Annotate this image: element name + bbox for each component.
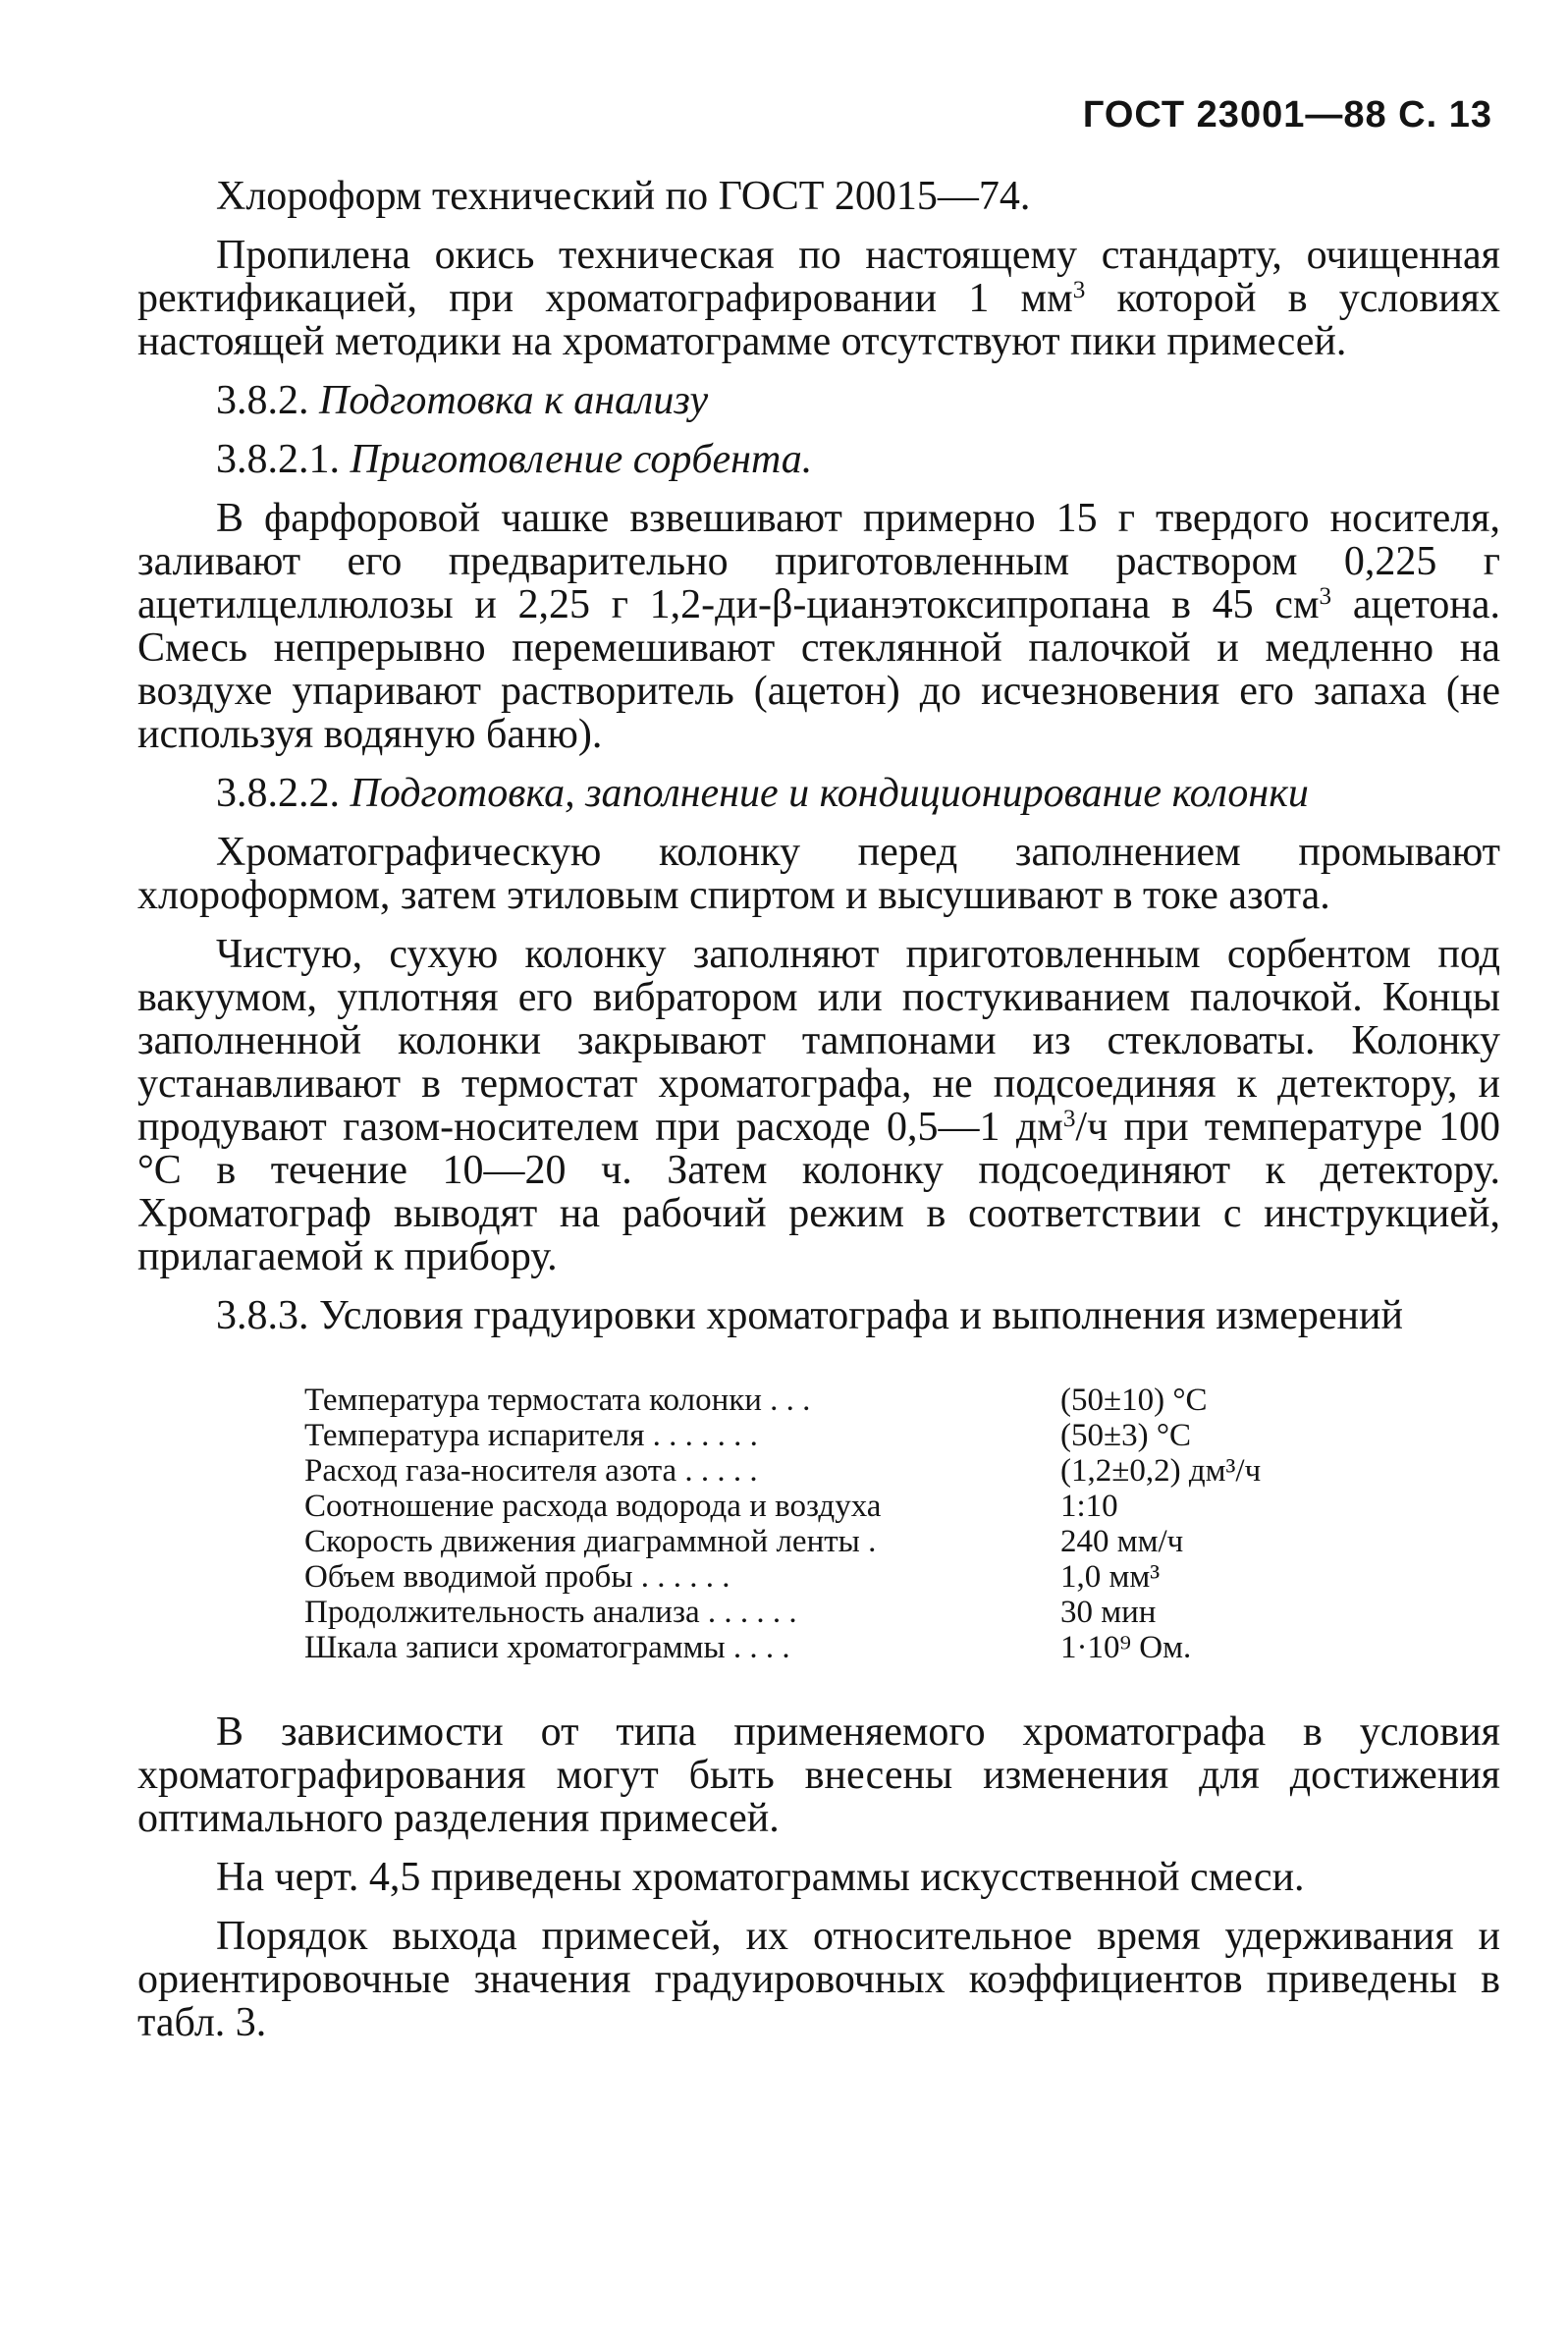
condition-name: Продолжительность анализа . . . . . . [304, 1595, 797, 1630]
page-header: ГОСТ 23001—88 С. 13 [1082, 94, 1492, 136]
paragraph-chromatograph-conditions: В зависимости от типа применяемого хроматографа в условия хроматографирования могут быть внесены изменения для достижения оптимального разделения примесей. [137, 1709, 1500, 1841]
condition-value: 1:10 [1060, 1489, 1118, 1524]
paragraph-column-washing: Хроматографическую колонку перед заполнением промывают хлороформом, затем этиловым спиртом и высушивают в токе азота. [137, 830, 1500, 918]
document-body [137, 175, 1500, 2044]
condition-row [304, 1559, 1500, 1595]
condition-row [304, 1489, 1500, 1524]
condition-value: 240 мм/ч [1060, 1524, 1184, 1559]
section-3-8-2-2: 3.8.2.2. Подготовка, заполнение и кондиционирование колонки [216, 771, 1309, 816]
condition-name: Расход газа-носителя азота . . . . . [304, 1453, 758, 1489]
condition-value: (1,2±0,2) дм³/ч [1060, 1453, 1262, 1489]
condition-row [304, 1524, 1500, 1559]
paragraph-chromatograms-reference: На черт. 4,5 приведены хроматограммы искусственной смеси. [216, 1855, 1305, 1900]
condition-name: Соотношение расхода водорода и воздуха [304, 1489, 882, 1524]
conditions-list [304, 1383, 1500, 1665]
condition-name: Скорость движения диаграммной ленты . [304, 1524, 877, 1559]
paragraph-sorbent-preparation: В фарфоровой чашке взвешивают примерно 15 г твердого носителя, заливают его предварительно приготовленным раствором 0,225 г ацетилцеллюлозы и 2,25 г 1,2-ди-β-цианэтоксипропана в 45 $см^3$ ацетона. Смесь непрерывно перемешивают стеклянной палочкой и медленно на воздухе упаривают растворитель (ацетон) до исчезновения его запаха (не используя водяную баню). [137, 496, 1500, 757]
paragraph-propylene-oxide: Пропилена окись техническая по настоящему стандарту, очищенная ректификацией, при хроматографировании 1 $мм^3$ которой в условиях настоящей методики на хроматограмме отсутствуют пики примесей. [137, 233, 1500, 364]
condition-value: 1·10⁹ Ом. [1060, 1630, 1192, 1665]
condition-row [304, 1418, 1500, 1453]
condition-value: (50±10) °С [1060, 1383, 1208, 1418]
condition-value: (50±3) °С [1060, 1418, 1192, 1453]
section-3-8-3: 3.8.3. Условия градуировки хроматографа и выполнения измерений [216, 1293, 1403, 1338]
section-3-8-2-1: 3.8.2.1. Приготовление сорбента. [216, 437, 813, 482]
condition-row [304, 1383, 1500, 1418]
condition-row [304, 1453, 1500, 1489]
condition-row [304, 1630, 1500, 1665]
paragraph-chloroform: Хлороформ технический по ГОСТ 20015—74. [216, 174, 1031, 219]
condition-name: Объем вводимой пробы . . . . . . [304, 1559, 730, 1595]
condition-value: 1,0 мм³ [1060, 1559, 1161, 1595]
paragraph-column-filling: Чистую, сухую колонку заполняют приготовленным сорбентом под вакуумом, уплотняя его вибратором или постукиванием палочкой. Концы заполненной колонки закрывают тампонами из стекловаты. Колонку устанавливают в термостат хроматографа, не подсоединяя к детектору, и продувают газом-носителем при расходе 0,5—1 $дм^3/ч$ при температуре 100 °С в течение 10—20 ч. Затем колонку подсоединяют к детектору. Хроматограф выводят на рабочий режим в соответствии с инструкцией, прилагаемой к прибору. [137, 932, 1501, 1279]
condition-value: 30 мин [1060, 1595, 1157, 1630]
paragraph-table-reference: Порядок выхода примесей, их относительное время удерживания и ориентировочные значения градуировочных коэффициентов приведены в табл. 3. [137, 1914, 1500, 2045]
condition-name: Температура испарителя . . . . . . . [304, 1418, 758, 1453]
condition-row [304, 1595, 1500, 1630]
section-3-8-2: 3.8.2. Подготовка к анализу [216, 378, 709, 423]
condition-name: Шкала записи хроматограммы . . . . [304, 1630, 790, 1665]
condition-name: Температура термостата колонки . . . [304, 1383, 811, 1418]
